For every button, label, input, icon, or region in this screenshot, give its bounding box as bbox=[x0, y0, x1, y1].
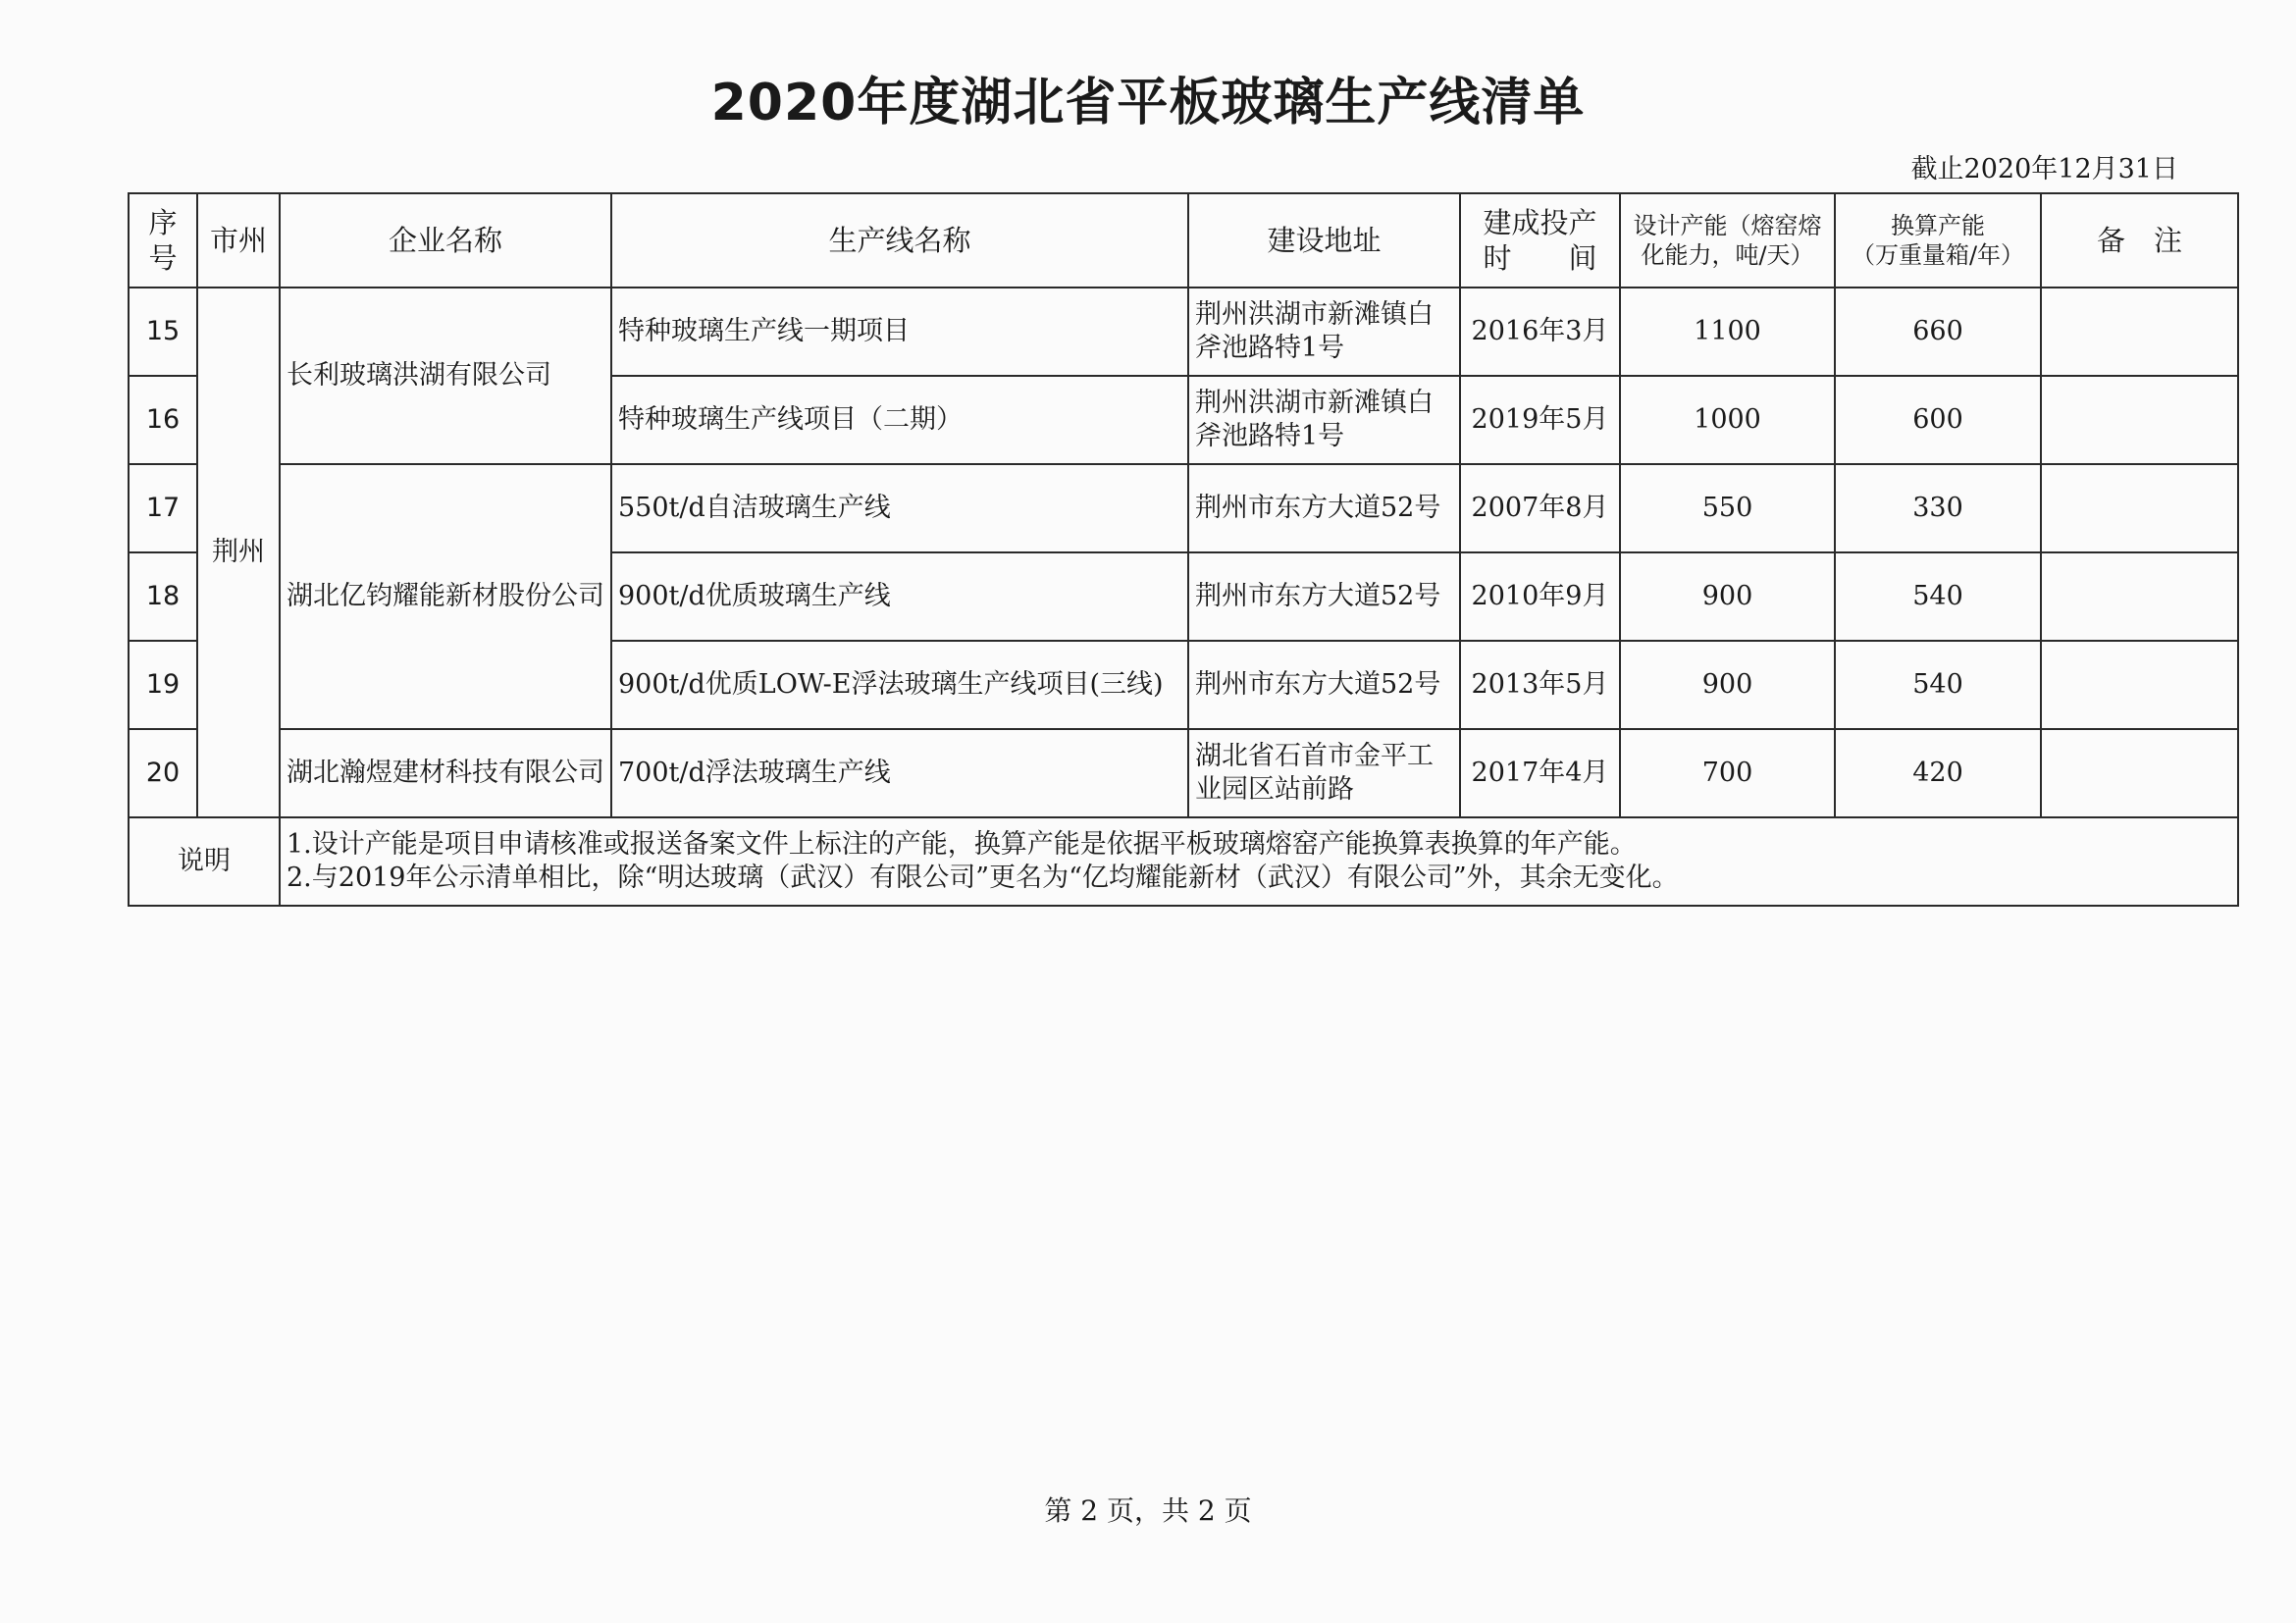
row-time: 2019年5月 bbox=[1460, 376, 1620, 464]
row-remark bbox=[2041, 376, 2238, 464]
header-design-capacity bbox=[1620, 193, 1835, 288]
company-cell: 湖北瀚煜建材科技有限公司 bbox=[280, 729, 611, 817]
production-line-table bbox=[128, 192, 2239, 907]
row-address: 荆州洪湖市新滩镇白斧池路特1号 bbox=[1188, 376, 1460, 464]
row-line: 550t/d自洁玻璃生产线 bbox=[611, 464, 1188, 552]
row-time: 2016年3月 bbox=[1460, 288, 1620, 376]
row-address: 荆州市东方大道52号 bbox=[1188, 552, 1460, 641]
row-convert: 330 bbox=[1835, 464, 2041, 552]
header-remark: 备 注 bbox=[2041, 193, 2238, 288]
company-cell: 长利玻璃洪湖有限公司 bbox=[280, 288, 611, 464]
page-footer: 第 2 页，共 2 页 bbox=[1044, 1494, 1252, 1527]
header-seq: 序号 bbox=[129, 193, 197, 288]
row-address: 湖北省石首市金平工业园区站前路 bbox=[1188, 729, 1460, 817]
row-convert: 540 bbox=[1835, 552, 2041, 641]
row-time: 2007年8月 bbox=[1460, 464, 1620, 552]
header-converted-capacity bbox=[1835, 193, 2041, 288]
notes-row bbox=[129, 817, 2238, 906]
row-address: 荆州市东方大道52号 bbox=[1188, 641, 1460, 729]
row-remark bbox=[2041, 464, 2238, 552]
city-cell: 荆州 bbox=[197, 288, 280, 817]
row-seq: 15 bbox=[129, 288, 197, 376]
header-time-top: 建成投产 bbox=[1483, 205, 1597, 239]
note-item: 2.与2019年公示清单相比，除“明达玻璃（武汉）有限公司”更名为“亿均耀能新材（武汉）有限公司”外，其余无变化。 bbox=[287, 863, 1679, 893]
company-cell: 湖北亿钧耀能新材股份公司 bbox=[280, 464, 611, 729]
header-time-bottom: 时 间 bbox=[1483, 241, 1597, 275]
row-line: 特种玻璃生产线一期项目 bbox=[611, 288, 1188, 376]
row-design: 900 bbox=[1620, 552, 1835, 641]
header-convert-top: 换算产能 bbox=[1891, 212, 1985, 239]
row-line: 900t/d优质LOW-E浮法玻璃生产线项目(三线) bbox=[611, 641, 1188, 729]
as-of-date: 截止2020年12月31日 bbox=[1910, 154, 2178, 184]
row-seq: 18 bbox=[129, 552, 197, 641]
row-time: 2013年5月 bbox=[1460, 641, 1620, 729]
row-remark bbox=[2041, 641, 2238, 729]
row-time: 2010年9月 bbox=[1460, 552, 1620, 641]
header-convert-bottom: （万重量箱/年） bbox=[1851, 241, 2025, 269]
notes-label: 说明 bbox=[129, 817, 280, 906]
row-line: 特种玻璃生产线项目（二期） bbox=[611, 376, 1188, 464]
row-address: 荆州市东方大道52号 bbox=[1188, 464, 1460, 552]
row-design: 1100 bbox=[1620, 288, 1835, 376]
row-design: 1000 bbox=[1620, 376, 1835, 464]
row-seq: 20 bbox=[129, 729, 197, 817]
header-company: 企业名称 bbox=[280, 193, 611, 288]
row-convert: 600 bbox=[1835, 376, 2041, 464]
notes-text bbox=[280, 817, 2238, 906]
row-convert: 420 bbox=[1835, 729, 2041, 817]
row-seq: 16 bbox=[129, 376, 197, 464]
row-address: 荆州洪湖市新滩镇白斧池路特1号 bbox=[1188, 288, 1460, 376]
header-address: 建设地址 bbox=[1188, 193, 1460, 288]
row-line: 900t/d优质玻璃生产线 bbox=[611, 552, 1188, 641]
row-convert: 660 bbox=[1835, 288, 2041, 376]
row-design: 550 bbox=[1620, 464, 1835, 552]
row-remark bbox=[2041, 729, 2238, 817]
row-seq: 17 bbox=[129, 464, 197, 552]
header-row bbox=[129, 193, 2238, 288]
header-city: 市州 bbox=[197, 193, 280, 288]
header-time bbox=[1460, 193, 1620, 288]
row-design: 700 bbox=[1620, 729, 1835, 817]
row-design: 900 bbox=[1620, 641, 1835, 729]
note-item: 1.设计产能是项目申请核准或报送备案文件上标注的产能，换算产能是依据平板玻璃熔窑产能换算表换算的年产能。 bbox=[287, 829, 1637, 861]
header-line: 生产线名称 bbox=[611, 193, 1188, 288]
row-convert: 540 bbox=[1835, 641, 2041, 729]
document-title: 2020年度湖北省平板玻璃生产线清单 bbox=[710, 74, 1586, 132]
table-row bbox=[129, 288, 2238, 376]
row-line: 700t/d浮法玻璃生产线 bbox=[611, 729, 1188, 817]
header-design-top: 设计产能（熔窑熔 bbox=[1633, 212, 1822, 239]
row-seq: 19 bbox=[129, 641, 197, 729]
row-time: 2017年4月 bbox=[1460, 729, 1620, 817]
row-remark bbox=[2041, 288, 2238, 376]
table-row bbox=[129, 729, 2238, 817]
header-design-bottom: 化能力，吨/天） bbox=[1641, 241, 1814, 269]
table-row bbox=[129, 464, 2238, 552]
row-remark bbox=[2041, 552, 2238, 641]
